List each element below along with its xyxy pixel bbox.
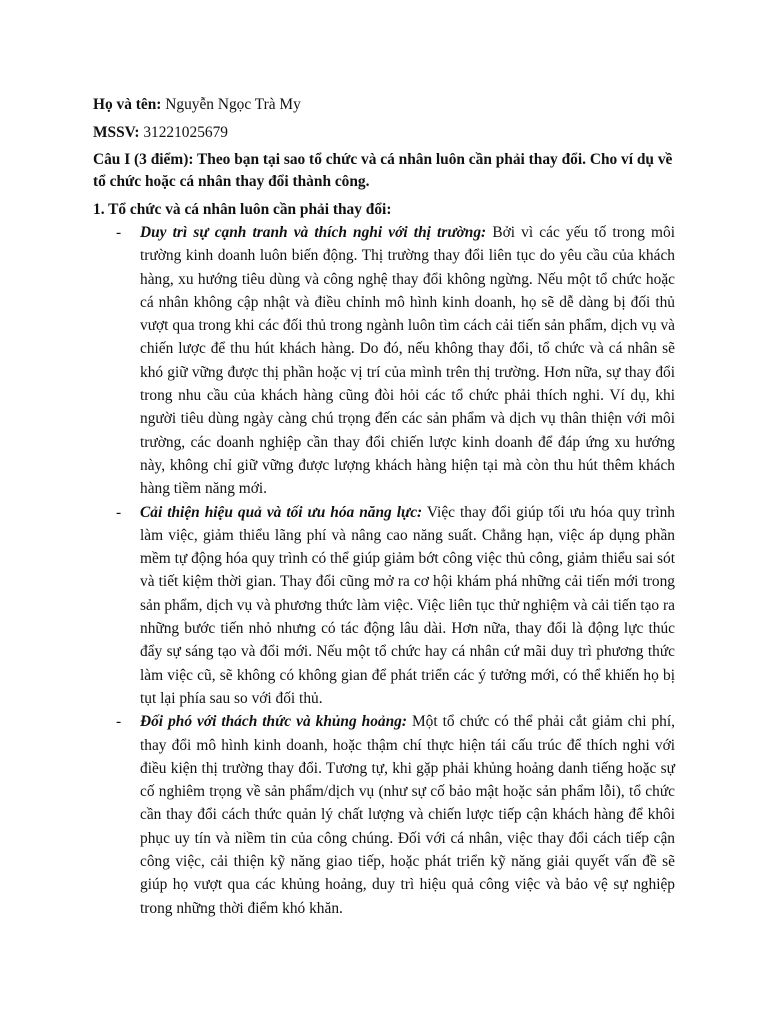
student-name-label: Họ và tên: [93,96,162,113]
list-item [93,501,675,711]
bullet-dash: - [116,224,122,241]
bullet-list [93,221,675,920]
bullet-dash: - [116,713,122,731]
student-id-label: MSSV: [93,124,140,141]
list-item-body: Bởi vì các yếu tố trong môi trường kinh doanh luôn biến động. Thị trường thay đổi liên tục do yêu cầu của khách hàng, xu hướng tiêu dùng và công nghệ thay đổi không ngừng. Nếu một tổ chức hoặc cá nhân không cập nhật và điều chỉnh mô hình kinh doanh, họ sẽ dễ dàng bị đối thủ vượt qua trong khi các đối thủ trong ngành luôn tìm cách cải tiến sản phẩm, dịch vụ và chiến lược để thu hút khách hàng. Do đó, nếu không thay đổi, tổ chức và cá nhân sẽ khó giữ vững được thị phần hoặc vị trí của mình trên thị trường. Hơn nữa, sự thay đổi trong nhu cầu của khách hàng cũng đòi hỏi các tổ chức phải thích nghi. Ví dụ, khi người tiêu dùng ngày càng chú trọng đến các sản phẩm và dịch vụ thân thiện với môi trường, các doanh nghiệp cần thay đổi chiến lược kinh doanh để đáp ứng xu hướng này, không chỉ giữ vững được lượng khách hàng hiện tại mà còn thu hút thêm khách hàng tiềm năng mới. [140,224,675,498]
list-item-body: Việc thay đổi giúp tối ưu hóa quy trình làm việc, giảm thiểu lãng phí và nâng cao năng suất. Chẳng hạn, việc áp dụng phần mềm tự động hóa quy trình có thể giúp giảm bớt công việc thủ công, giảm thiểu sai sót và tiết kiệm thời gian. Thay đổi cũng mở ra cơ hội khám phá những cải tiến mới trong sản phẩm, dịch vụ và phương thức làm việc. Việc liên tục thử nghiệm và cải tiến tạo ra những bước tiến nhỏ nhưng có tác động lâu dài. Hơn nữa, thay đổi là động lực thúc đẩy sự sáng tạo và đổi mới. Nếu một tổ chức hay cá nhân cứ mãi duy trì phương thức làm việc cũ, sẽ không có không gian để phát triển các ý tưởng mới, có thể khiến họ bị tụt lại phía sau so với đối thủ. [140,503,675,707]
student-id-value: 31221025679 [139,124,228,141]
student-name-line [93,93,675,116]
list-item [93,710,675,920]
question-text: Câu I (3 điểm): Theo bạn tại sao tổ chức và cá nhân luôn cần phải thay đổi. Cho ví dụ về tổ chức hoặc cá nhân thay đổi thành công. [93,151,673,190]
document-body [93,93,675,920]
list-item-title: Duy trì sự cạnh tranh và thích nghi với thị trường: [140,224,487,241]
bullet-dash: - [116,503,122,521]
student-name-value: Nguyễn Ngọc Trà My [161,96,301,113]
list-item-body: Một tổ chức có thể phải cắt giảm chi phí, thay đổi mô hình kinh doanh, hoặc thậm chí thực hiện tái cấu trúc để thích nghi với điều kiện thị trường thay đổi. Tương tự, khi gặp phải khủng hoảng danh tiếng hoặc sự cố nghiêm trọng về sản phẩm/dịch vụ (như sự cố bảo mật hoặc sản phẩm lỗi), tổ chức cần thay đổi cách thức quản lý chất lượng và chiến lược tiếp cận khách hàng để khôi phục uy tín và niềm tin của công chúng. Đối với cá nhân, việc thay đổi cách tiếp cận công việc, cải thiện kỹ năng giao tiếp, hoặc phát triển kỹ năng giải quyết vấn đề sẽ giúp họ vượt qua các khủng hoảng, duy trì hiệu quả công việc và bảo vệ sự nghiệp trong những thời điểm khó khăn. [140,713,675,917]
list-item-title: Đối phó với thách thức và khủng hoảng: [140,713,407,731]
student-id-line [93,121,675,144]
list-item-title: Cải thiện hiệu quả và tối ưu hóa năng lực: [140,503,423,521]
list-item [93,221,675,501]
section-heading: 1. Tổ chức và cá nhân luôn cần phải thay đổi: [93,201,392,218]
